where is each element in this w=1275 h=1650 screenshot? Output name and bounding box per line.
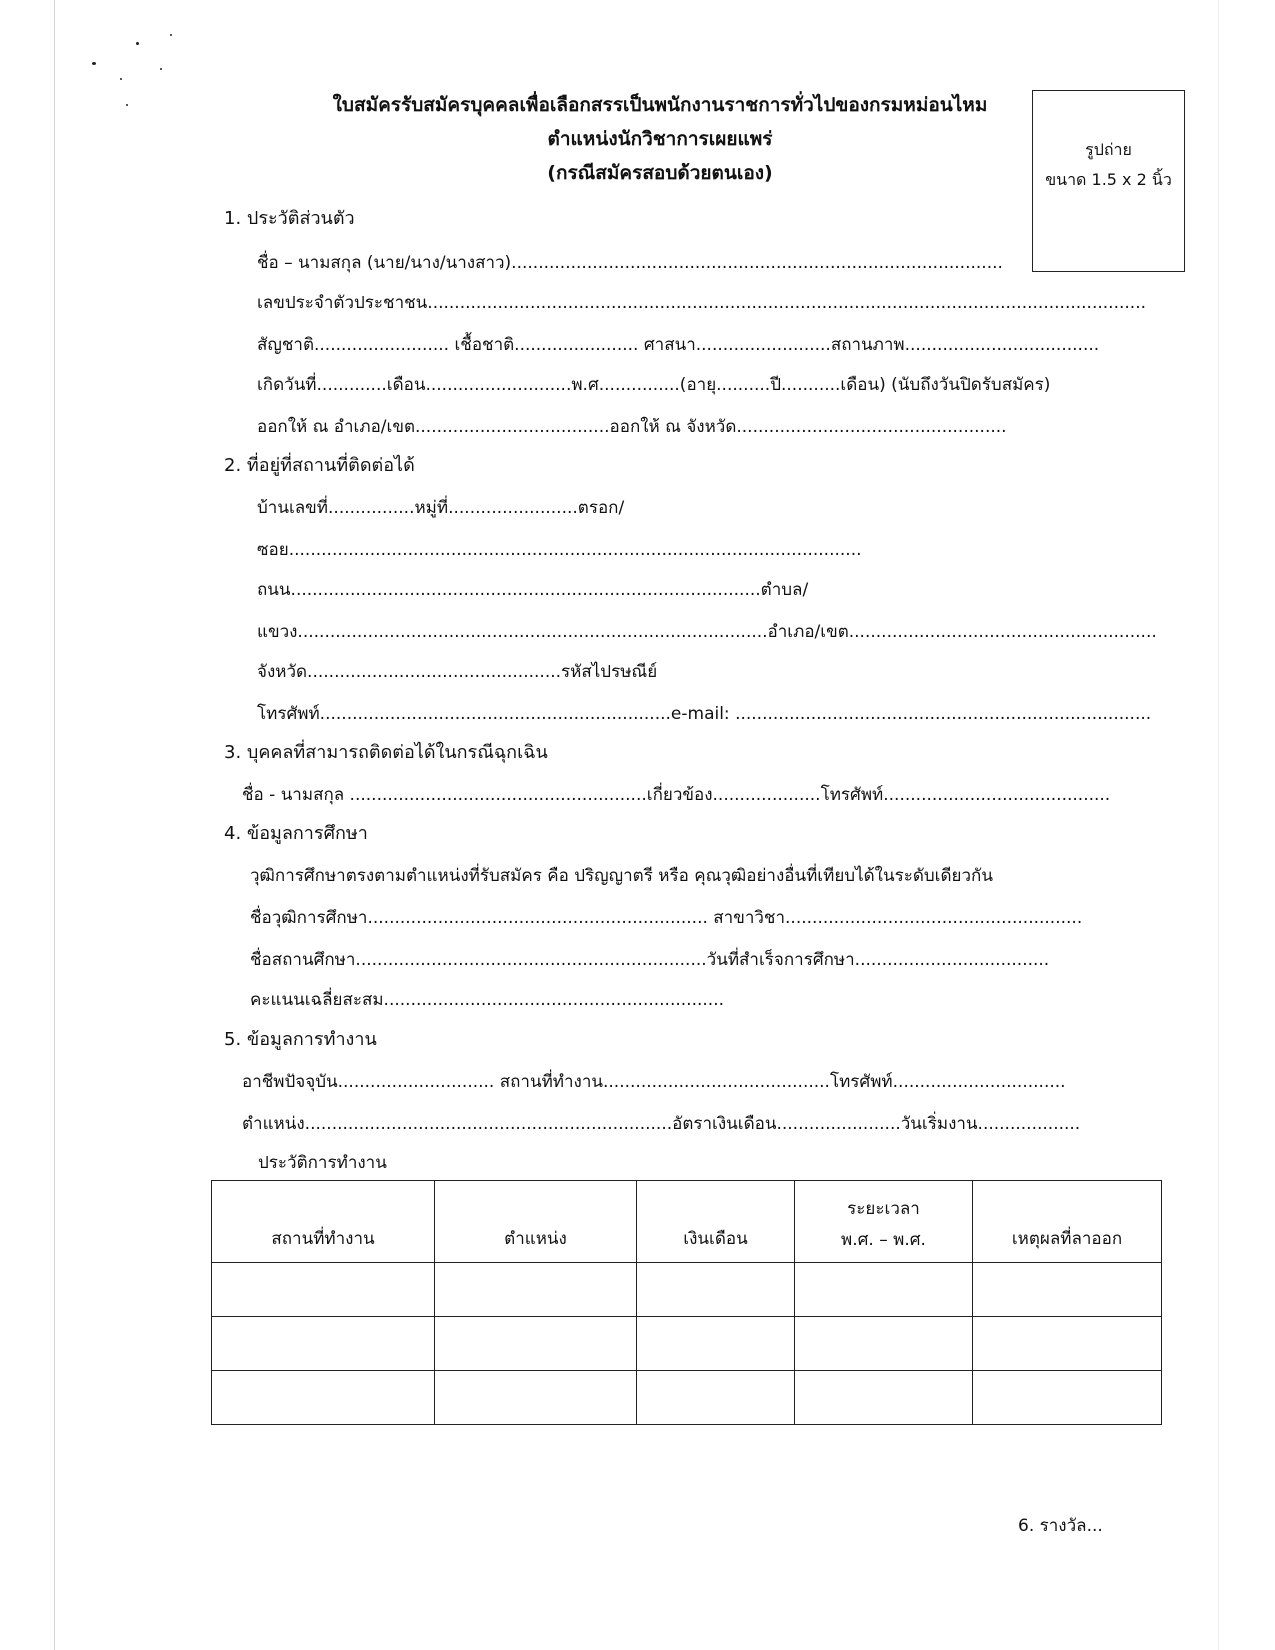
district-field[interactable]: แขวง.......................................................................................อำเภอ/เขต.........................................................: [257, 622, 1157, 642]
province-field[interactable]: จังหวัด...............................................รหัสไปรษณีย์: [257, 662, 658, 682]
scan-speck: [120, 78, 122, 80]
header-salary: เงินเดือน: [637, 1181, 795, 1263]
section3-heading: 3. บุคคลที่สามารถติดต่อได้ในกรณีฉุกเฉิน: [224, 742, 548, 763]
table-cell[interactable]: [973, 1371, 1162, 1425]
nationality-religion-field[interactable]: สัญชาติ......................... เชื้อชาติ....................... ศาสนา.........................สถานภาพ....................................: [257, 335, 1100, 355]
section4-heading: 4. ข้อมูลการศึกษา: [224, 823, 368, 844]
scan-speck: [92, 62, 96, 65]
table-cell[interactable]: [212, 1317, 435, 1371]
header-workplace: สถานที่ทำงาน: [212, 1181, 435, 1263]
header-period-line-1: ระยะเวลา: [847, 1199, 920, 1219]
section5-heading: 5. ข้อมูลการทำงาน: [224, 1029, 377, 1050]
work-history-label: ประวัติการทำงาน: [258, 1153, 387, 1173]
soi-field[interactable]: ซอย..........................................................................................................: [257, 540, 862, 560]
section2-heading: 2. ที่อยู่ที่สถานที่ติดต่อได้: [224, 455, 415, 476]
occupation-field[interactable]: อาชีพปัจจุบัน............................. สถานที่ทำงาน..........................................โทรศัพท์................................: [242, 1072, 1066, 1092]
photo-box[interactable]: [1032, 90, 1185, 272]
header-position: ตำแหน่ง: [435, 1181, 637, 1263]
gpa-field[interactable]: คะแนนเฉลี่ยสะสม...............................................................: [250, 990, 724, 1010]
table-cell[interactable]: [212, 1263, 435, 1317]
phone-email-field[interactable]: โทรศัพท์.................................................................e-mail: .............................................................................: [257, 704, 1152, 724]
scan-speck: [136, 42, 139, 45]
table-cell[interactable]: [435, 1317, 637, 1371]
table-cell[interactable]: [973, 1263, 1162, 1317]
next-page-indicator: 6. รางวัล...: [1018, 1516, 1103, 1536]
table-cell[interactable]: [795, 1263, 973, 1317]
table-cell[interactable]: [637, 1317, 795, 1371]
table-row: [212, 1371, 1162, 1425]
degree-field[interactable]: ชื่อวุฒิการศึกษา............................................................... สาขาวิชา.......................................................: [250, 908, 1083, 928]
table-header-row: [212, 1181, 1162, 1263]
work-history-table: [211, 1180, 1162, 1425]
house-number-field[interactable]: บ้านเลขที่................หมู่ที่........................ตรอก/: [257, 498, 625, 518]
title-line-2: ตำแหน่งนักวิชาการเผยแพร่: [547, 128, 773, 150]
position-salary-field[interactable]: ตำแหน่ง....................................................................อัตราเงินเดือน.......................วันเริ่มงาน...................: [242, 1114, 1081, 1134]
form-title: [300, 88, 1020, 190]
title-line-3: (กรณีสมัครสอบด้วยตนเอง): [547, 162, 773, 184]
header-period: [795, 1181, 973, 1263]
id-issue-field[interactable]: ออกให้ ณ อำเภอ/เขต....................................ออกให้ ณ จังหวัด..................................................: [257, 417, 1007, 437]
scan-speck: [160, 68, 162, 70]
table-cell[interactable]: [212, 1371, 435, 1425]
header-reason: เหตุผลที่ลาออก: [973, 1181, 1162, 1263]
emergency-contact-field[interactable]: ชื่อ - นามสกุล .......................................................เกี่ยวข้อง....................โทรศัพท์..........................................: [242, 785, 1111, 805]
photo-label: รูปถ่าย: [1085, 140, 1132, 159]
table-cell[interactable]: [435, 1263, 637, 1317]
title-line-1: ใบสมัครรับสมัครบุคคลเพื่อเลือกสรรเป็นพนักงานราชการทั่วไปของกรมหม่อนไหม: [332, 94, 988, 116]
road-field[interactable]: ถนน.......................................................................................ตำบล/: [257, 580, 809, 600]
scan-speck: [126, 104, 128, 106]
table-cell[interactable]: [795, 1371, 973, 1425]
table-cell[interactable]: [795, 1317, 973, 1371]
school-field[interactable]: ชื่อสถานศึกษา.................................................................วันที่สำเร็จการศึกษา....................................: [250, 950, 1050, 970]
photo-size-label: ขนาด 1.5 x 2 นิ้ว: [1045, 170, 1172, 189]
name-field[interactable]: ชื่อ – นามสกุล (นาย/นาง/นางสาว)...........................................................................................: [257, 253, 1003, 273]
table-cell[interactable]: [973, 1317, 1162, 1371]
scan-edge-right: [1218, 0, 1219, 1650]
table-cell[interactable]: [637, 1371, 795, 1425]
table-cell[interactable]: [435, 1371, 637, 1425]
scan-edge-left: [54, 0, 55, 1650]
section1-heading: 1. ประวัติส่วนตัว: [224, 208, 355, 229]
header-period-line-2: พ.ศ. – พ.ศ.: [841, 1230, 926, 1250]
table-row: [212, 1263, 1162, 1317]
qualification-note: วุฒิการศึกษาตรงตามตำแหน่งที่รับสมัคร คือ ปริญญาตรี หรือ คุณวุฒิอย่างอื่นที่เทียบได้ในระดับเดียวกัน: [250, 866, 993, 886]
birth-date-field[interactable]: เกิดวันที่.............เดือน...........................พ.ศ...............(อายุ..........ปี...........เดือน) (นับถึงวันปิดรับสมัคร): [257, 375, 1051, 395]
scan-speck: [170, 34, 172, 36]
national-id-field[interactable]: เลขประจำตัวประชาชน.....................................................................................................................................: [257, 293, 1146, 313]
table-cell[interactable]: [637, 1263, 795, 1317]
table-row: [212, 1317, 1162, 1371]
